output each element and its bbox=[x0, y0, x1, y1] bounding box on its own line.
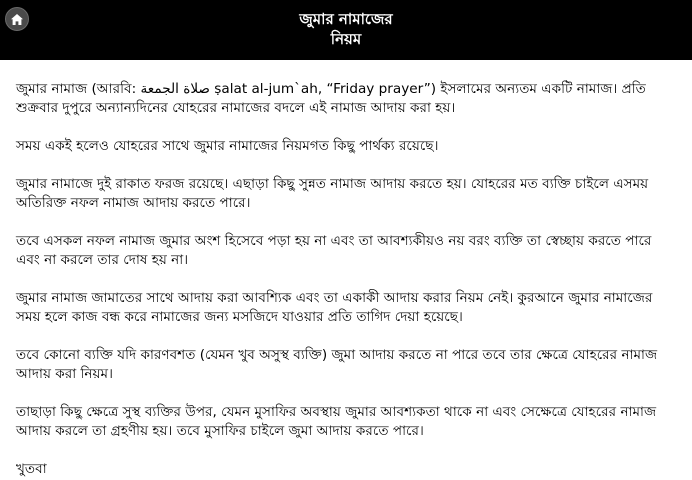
article-paragraph-7: তাছাড়া কিছু ক্ষেত্রে সুস্থ ব্যক্তির উপর, যেমন মুসাফির অবস্থায় জুমার আবশ্যকতা থাকে না এবং সেক্ষেত্রে যোহরের নামাজ আদায় করলে তা গ্রহণীয় হয়। তবে মুসাফির চাইলে জুমা আদায় করতে পারে। bbox=[16, 404, 657, 439]
page-title bbox=[160, 9, 532, 49]
article-paragraph-4: তবে এসকল নফল নামাজ জুমার অংশ হিসেবে পড়া হয় না এবং তা আবশ্যকীয়ও নয় বরং ব্যক্তি তা স্বেচ্ছায় করতে পারে এবং না করলে তার দোষ হয় না। bbox=[16, 233, 652, 268]
header-bar bbox=[0, 0, 692, 60]
article-paragraph-2: সময় একই হলেও যোহরের সাথে জুমার নামাজের নিয়মগত কিছু পার্থক্য রয়েছে। bbox=[16, 138, 439, 154]
article-body bbox=[16, 80, 678, 480]
article-trailing-heading: খুতবা bbox=[16, 461, 47, 477]
article-paragraph-3: জুমার নামাজে দুই রাকাত ফরজ রয়েছে। এছাড়া কিছু সুন্নত নামাজ আদায় করতে হয়। যোহরের মত ব্যক্তি চাইলে এসময় অতিরিক্ত নফল নামাজ আদায় করতে পারে। bbox=[16, 176, 649, 211]
article-paragraph-6: তবে কোনো ব্যক্তি যদি কারণবশত (যেমন খুব অসুস্থ ব্যক্তি) জুমা আদায় করতে না পারে তবে তার ক্ষেত্রে যোহরের নামাজ আদায় করা নিয়ম। bbox=[16, 347, 658, 382]
article-paragraph-1: জুমার নামাজ (আরবি: صلاة الجمعة ṣalat al-jum`ah, “Friday prayer”) ইসলামের অন্যতম একটি নামাজ। প্রতি শুক্রবার দুপুরে অন্যান্যদিনের যোহরের নামাজের বদলে এই নামাজ আদায় করা হয়। bbox=[16, 81, 646, 116]
page-title-line-1: জুমার নামাজের bbox=[299, 10, 393, 28]
page-title-line-2: নিয়ম bbox=[330, 30, 362, 48]
home-button[interactable] bbox=[5, 7, 29, 31]
home-icon bbox=[11, 14, 23, 25]
article-paragraph-5: জুমার নামাজ জামাতের সাথে আদায় করা আবশ্যিক এবং তা একাকী আদায় করার নিয়ম নেই। কুরআনে জুমার নামাজের সময় হলে কাজ বন্ধ করে নামাজের জন্য মসজিদে যাওয়ার প্রতি তাগিদ দেয়া হয়েছে। bbox=[16, 290, 653, 325]
